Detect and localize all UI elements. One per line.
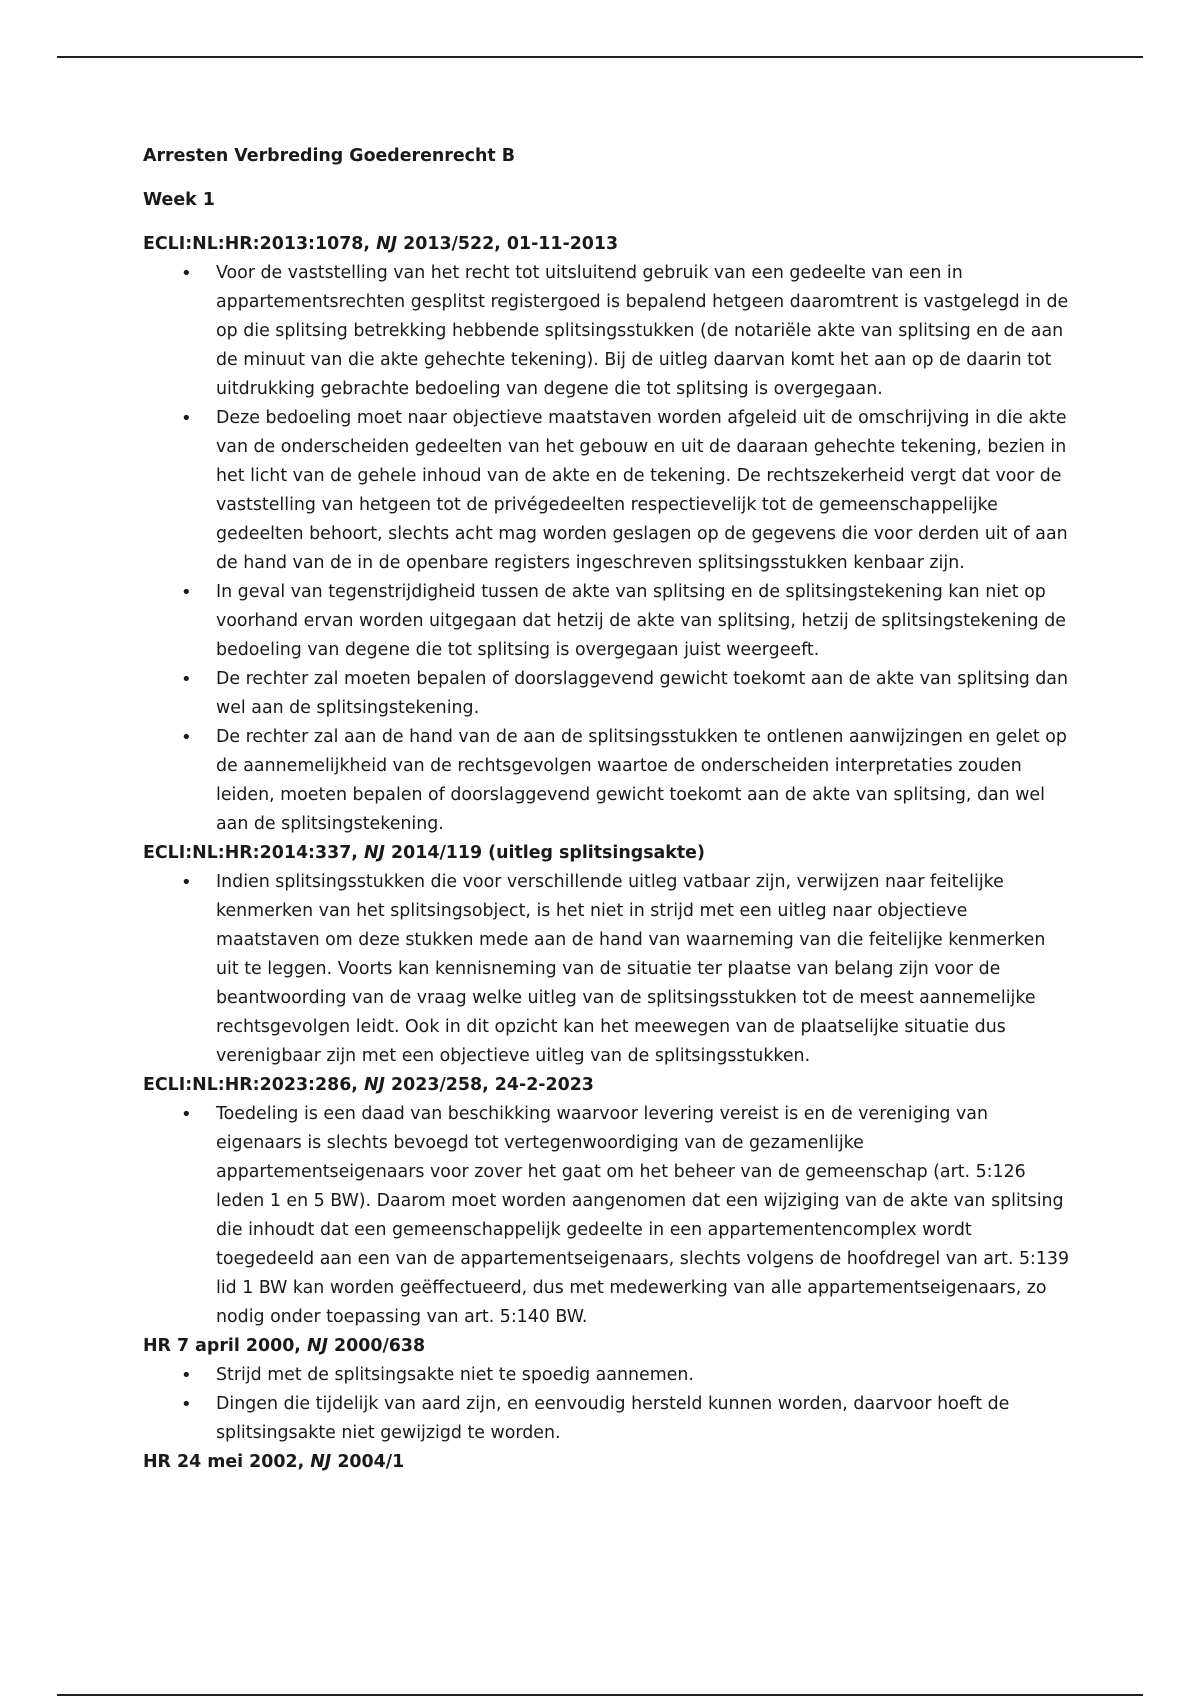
- case-points-list: [143, 868, 1073, 1071]
- case-heading: HR 7 april 2000, NJ 2000/638: [143, 1336, 426, 1356]
- case-section: [143, 839, 1073, 1071]
- case-points-list: [143, 259, 1073, 839]
- case-point: • Deze bedoeling moet naar objectieve maatstaven worden afgeleid uit de omschrijving in die akte van de onderscheiden gedeelten van het gebouw en uit de daaraan gehechte tekening, bezien in het licht van de gehele inhoud van de akte en de tekening. De rechtszekerheid vergt dat voor de vaststelling van hetgeen tot de privégedeelten respectievelijk tot de gemeenschappelijke gedeelten behoort, slechts acht mag worden geslagen op de gegevens die voor derden uit of aan de hand van de in de openbare registers ingeschreven splitsingsstukken kenbaar zijn.: [143, 404, 1073, 578]
- document-title: Arresten Verbreding Goederenrecht B: [143, 146, 515, 166]
- case-point: • Voor de vaststelling van het recht tot uitsluitend gebruik van een gedeelte van een in appartementsrechten gesplitst registergoed is bepalend hetgeen daaromtrent is vastgelegd in de op die splitsing betrekking hebbende splitsingsstukken (de notariële akte van splitsing en de aan de minuut van die akte gehechte tekening). Bij de uitleg daarvan komt het aan op de daarin tot uitdrukking gebrachte bedoeling van degene die tot splitsing is overgegaan.: [143, 259, 1073, 404]
- case-heading: ECLI:NL:HR:2013:1078, NJ 2013/522, 01-11-2013: [143, 234, 619, 254]
- case-heading: HR 24 mei 2002, NJ 2004/1: [143, 1452, 405, 1472]
- document-body: [143, 142, 1073, 1477]
- case-points-list: [143, 1100, 1073, 1332]
- case-section: [143, 1332, 1073, 1448]
- case-section: [143, 230, 1073, 839]
- case-section: [143, 1071, 1073, 1332]
- case-point: • Toedeling is een daad van beschikking waarvoor levering vereist is en de vereniging van eigenaars is slechts bevoegd tot vertegenwoordiging van de gezamenlijke appartementseigenaars voor zover het gaat om het beheer van de gemeenschap (art. 5:126 leden 1 en 5 BW). Daarom moet worden aangenomen dat een wijziging van de akte van splitsing die inhoudt dat een gemeenschappelijk gedeelte in een appartementencomplex wordt toegedeeld aan een van de appartementseigenaars, slechts volgens de hoofdregel van art. 5:139 lid 1 BW kan worden geëffectueerd, dus met medewerking van alle appartementseigenaars, zo nodig onder toepassing van art. 5:140 BW.: [143, 1100, 1073, 1332]
- case-point: • De rechter zal moeten bepalen of doorslaggevend gewicht toekomt aan de akte van splitsing dan wel aan de splitsingstekening.: [143, 665, 1073, 723]
- page-bottom-rule: [57, 1694, 1143, 1696]
- case-points-list: [143, 1361, 1073, 1448]
- week-label: Week 1: [143, 190, 215, 210]
- case-point: • Strijd met de splitsingsakte niet te spoedig aannemen.: [143, 1361, 1073, 1390]
- case-heading: ECLI:NL:HR:2014:337, NJ 2014/119 (uitleg splitsingsakte): [143, 843, 705, 863]
- case-point: • Indien splitsingsstukken die voor verschillende uitleg vatbaar zijn, verwijzen naar feitelijke kenmerken van het splitsingsobject, is het niet in strijd met een uitleg naar objectieve maatstaven om deze stukken mede aan de hand van waarneming van die feitelijke kenmerken uit te leggen. Voorts kan kennisneming van de situatie ter plaatse van belang zijn voor de beantwoording van de vraag welke uitleg van de splitsingsstukken tot de meest aannemelijke rechtsgevolgen leidt. Ook in dit opzicht kan het meewegen van de plaatselijke situatie dus verenigbaar zijn met een objectieve uitleg van de splitsingsstukken.: [143, 868, 1073, 1071]
- case-point: • Dingen die tijdelijk van aard zijn, en eenvoudig hersteld kunnen worden, daarvoor hoeft de splitsingsakte niet gewijzigd te worden.: [143, 1390, 1073, 1448]
- case-point: • In geval van tegenstrijdigheid tussen de akte van splitsing en de splitsingstekening kan niet op voorhand ervan worden uitgegaan dat hetzij de akte van splitsing, hetzij de splitsingstekening de bedoeling van degene die tot splitsing is overgegaan juist weergeeft.: [143, 578, 1073, 665]
- case-section: [143, 1448, 1073, 1477]
- case-heading: ECLI:NL:HR:2023:286, NJ 2023/258, 24-2-2023: [143, 1075, 594, 1095]
- page-top-rule: [57, 56, 1143, 58]
- case-point: • De rechter zal aan de hand van de aan de splitsingsstukken te ontlenen aanwijzingen en gelet op de aannemelijkheid van de rechtsgevolgen waartoe de onderscheiden interpretaties zouden leiden, moeten bepalen of doorslaggevend gewicht toekomt aan de akte van splitsing, dan wel aan de splitsingstekening.: [143, 723, 1073, 839]
